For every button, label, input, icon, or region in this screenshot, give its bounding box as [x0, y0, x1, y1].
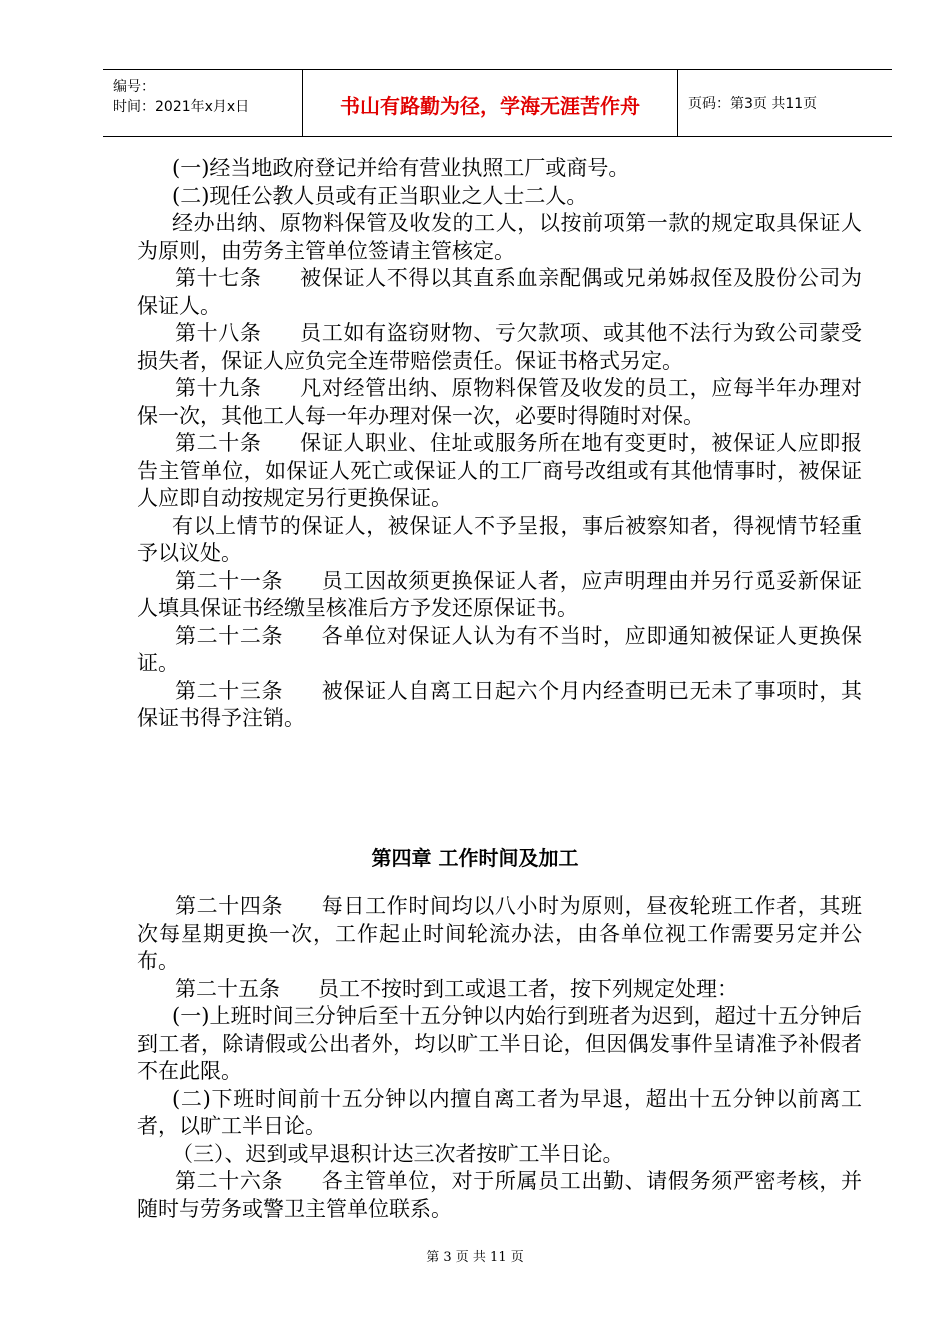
- article-text: 凡对经管出纳、原物料保管及收发的员工，应每半年办理对保一次，其他工人每一年办理对保一次，必要时得随时对保。: [137, 376, 863, 428]
- page-footer: 第 3 页 共 11 页: [426, 1250, 524, 1265]
- motto: 书山有路勤为径，学海无涯苦作舟: [340, 94, 640, 118]
- article-label: 第二十条: [175, 431, 262, 455]
- header-meta-cell: [103, 70, 303, 136]
- article-text: 保证人职业、住址或服务所在地有变更时，被保证人应即报告主管单位，如保证人死亡或保证人的工厂商号改组或有其他情事时，被保证人应即自动按规定另行更换保证。: [137, 431, 863, 510]
- article-text: 各主管单位，对于所属员工出勤、请假务须严密考核，并随时与劳务或警卫主管单位联系。: [137, 1169, 863, 1221]
- chapter-title: 第四章 工作时间及加工: [371, 846, 579, 870]
- page-info: 页码：第3页 共11页: [688, 96, 818, 112]
- article-23: [137, 678, 862, 733]
- body-text-top: [137, 155, 862, 733]
- paragraph: 经办出纳、原物料保管及收发的工人，以按前项第一款的规定取具保证人为原则，由劳务主管单位签请主管核定。: [137, 211, 862, 263]
- article-21: [137, 568, 862, 623]
- article-text: 被保证人自离工日起六个月内经查明已无未了事项时，其保证书得予注销。: [137, 678, 863, 730]
- article-text: 员工不按时到工或退工者，按下列规定处理：: [318, 976, 738, 1001]
- paragraph-mid: 有以上情节的保证人，被保证人不予呈报，事后被察知者，得视情节轻重予以议处。: [137, 513, 862, 565]
- article-label: 第二十三条: [175, 678, 284, 703]
- article-label: 第十七条: [175, 266, 262, 290]
- article-text: 被保证人不得以其直系血亲配偶或兄弟姊叔侄及股份公司为保证人。: [137, 266, 863, 318]
- number-label: 编号：: [113, 79, 155, 95]
- article-22: [137, 623, 862, 678]
- article-text: 员工如有盗窃财物、亏欠款项、或其他不法行为致公司蒙受损失者，保证人应负完全连带赔偿责任。保证书格式另定。: [137, 321, 863, 373]
- article-26: [137, 1168, 862, 1223]
- article-label: 第二十一条: [175, 568, 284, 593]
- article-20: [137, 430, 862, 513]
- article-24: [137, 893, 862, 976]
- article-25: [137, 976, 862, 1004]
- article-label: 第十九条: [175, 376, 262, 400]
- clause-1: (一)经当地政府登记并给有营业执照工厂或商号。: [172, 156, 630, 180]
- header-page-cell: [678, 70, 892, 136]
- article-text: 员工因故须更换保证人者，应声明理由并另行觅妥新保证人填具保证书经缴呈核准后方予发还原保证书。: [137, 568, 863, 620]
- article-text: 各单位对保证人认为有不当时，应即通知被保证人更换保证。: [137, 623, 863, 675]
- article-label: 第二十五条: [175, 976, 280, 1001]
- item-1: (一)上班时间三分钟后至十五分钟以内始行到班者为迟到，超过十五分钟后到工者，除请假或公出者外，均以旷工半日论，但因偶发事件呈请准予补假者不在此限。: [137, 1004, 862, 1083]
- body-text-bottom: [137, 893, 862, 1223]
- article-label: 第二十二条: [175, 623, 284, 648]
- item-3: （三）、迟到或早退积计达三次者按旷工半日论。: [172, 1141, 624, 1166]
- clause-2: (二)现任公教人员或有正当职业之人士二人。: [172, 183, 588, 208]
- article-text: 每日工作时间均以八小时为原则，昼夜轮班工作者，其班次每星期更换一次，工作起止时间轮流办法，由各单位视工作需要另定并公布。: [137, 894, 863, 973]
- article-label: 第二十六条: [175, 1169, 284, 1193]
- article-label: 第二十四条: [175, 894, 284, 918]
- article-19: [137, 375, 862, 430]
- article-17: [137, 265, 862, 320]
- article-18: [137, 320, 862, 375]
- header-motto-cell: [303, 70, 678, 136]
- time-label: 时间：2021年x月x日: [113, 99, 250, 115]
- item-2: (二)下班时间前十五分钟以内擅自离工者为早退，超出十五分钟以前离工者，以旷工半日论。: [137, 1086, 862, 1138]
- article-label: 第十八条: [175, 321, 262, 345]
- page-header: [103, 69, 892, 137]
